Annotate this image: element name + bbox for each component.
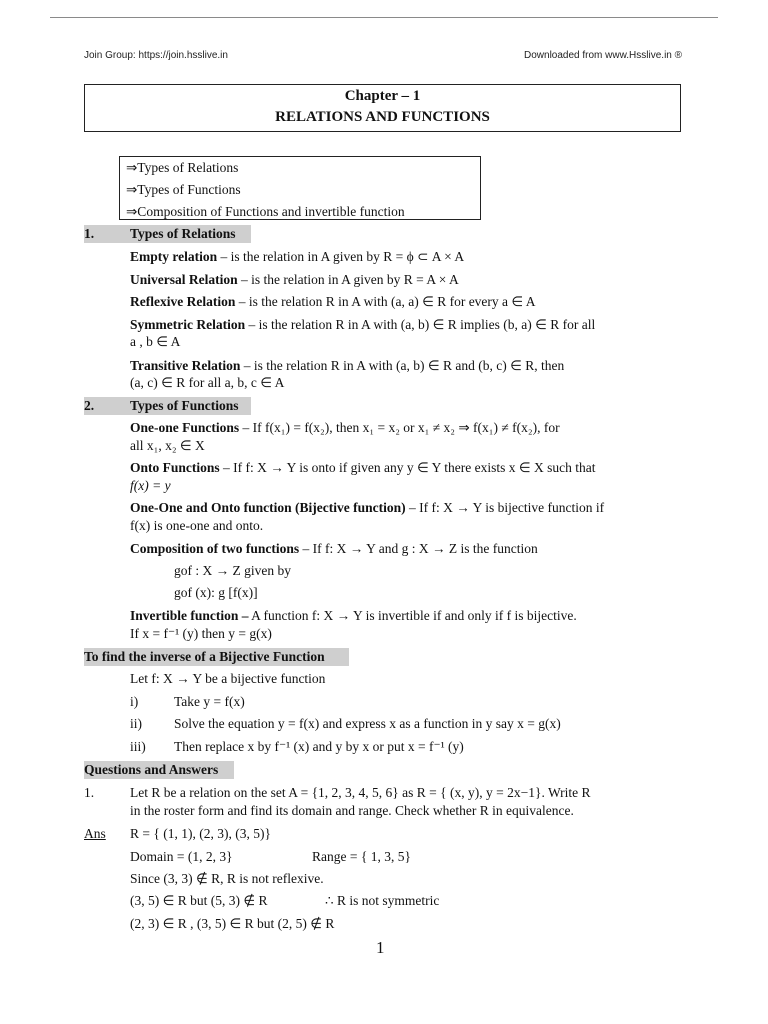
step-text: Take y = f(x) [174,694,245,709]
top-rule [50,17,718,18]
contents-box [119,156,481,220]
chapter-number: Chapter – 1 [344,88,421,104]
one-one-function-definition: One-one Functions – If f(x₁) = f(x₂), then x₁ = x₂ or x₁ ≠ x₂ ⇒ f(x₁) ≠ f(x₂), for [130,420,560,435]
universal-relation-definition: Universal Relation – is the relation in A given by R = A × A [130,272,459,287]
section-title: Types of Relations [130,226,236,241]
invertible-function-continuation: If x = f⁻¹ (y) then y = g(x) [130,626,272,641]
step-text: Solve the equation y = f(x) and express x as a function in y say x = g(x) [174,716,561,731]
onto-function-definition: Onto Functions – If f: X → Y is onto if given any y ∈ Y there exists x ∈ X such that [130,460,596,475]
answer-text: (3, 5) ∈ R but (5, 3) ∉ R [130,893,268,908]
toc-item: ⇒Types of Functions [126,182,241,197]
section-number: 2. [84,398,95,413]
header-downloaded-from: Downloaded from www.Hsslive.in ® [524,50,682,61]
answer-range: Range = { 1, 3, 5} [312,849,411,864]
composition-formula: gof (x): g [f(x)] [174,585,258,600]
question-text: Let R be a relation on the set A = {1, 2, 3, 4, 5, 6} as R = { (x, y), y = 2x−1}. Write R [130,785,591,800]
inverse-heading: To find the inverse of a Bijective Function [84,649,325,664]
step-number: i) [130,694,139,709]
question-number: 1. [84,785,95,800]
answer-text: ∴ R is not symmetric [325,893,440,908]
transitive-relation-definition: Transitive Relation – is the relation R in A with (a, b) ∈ R and (b, c) ∈ R, then [130,358,565,373]
section-title: Types of Functions [130,398,239,413]
invertible-function-definition: Invertible function – A function f: X → Y is invertible if and only if f is bijective. [130,608,577,623]
composition-definition: Composition of two functions – If f: X → Y and g : X → Z is the function [130,541,538,556]
step-text: Then replace x by f⁻¹ (x) and y by x or put x = f⁻¹ (y) [174,739,464,754]
section-number: 1. [84,226,95,241]
answer-domain: Domain = (1, 2, 3} [130,849,233,864]
symmetric-relation-continuation: a , b ∈ A [130,334,181,349]
composition-formula: gof : X → Z given by [174,563,291,578]
header-join-group: Join Group: https://join.hsslive.in [84,50,228,61]
chapter-title-box [84,84,681,132]
onto-function-continuation: f(x) = y [130,478,171,493]
answer-text: Since (3, 3) ∉ R, R is not reflexive. [130,871,324,886]
bijective-function-continuation: f(x) is one-one and onto. [130,518,264,533]
answer-label: Ans [84,826,106,841]
reflexive-relation-definition: Reflexive Relation – is the relation R in A with (a, a) ∈ R for every a ∈ A [130,294,536,309]
step-number: iii) [130,739,146,754]
one-one-function-continuation: all x₁, x₂ ∈ X [130,438,205,453]
answer-text: (2, 3) ∈ R , (3, 5) ∈ R but (2, 5) ∉ R [130,916,335,931]
toc-item: ⇒Composition of Functions and invertible function [126,204,405,219]
answer-text: R = { (1, 1), (2, 3), (3, 5)} [130,826,271,841]
transitive-relation-continuation: (a, c) ∈ R for all a, b, c ∈ A [130,375,285,390]
inverse-intro: Let f: X → Y be a bijective function [130,671,326,686]
chapter-name: RELATIONS AND FUNCTIONS [275,109,490,125]
qa-heading: Questions and Answers [84,762,219,777]
question-text: in the roster form and find its domain and range. Check whether R in equivalence. [130,803,574,818]
empty-relation-definition: Empty relation – is the relation in A given by R = ϕ ⊂ A × A [130,249,465,264]
toc-item: ⇒Types of Relations [126,160,239,175]
page-number: 1 [376,938,385,957]
bijective-function-definition: One-One and Onto function (Bijective function) – If f: X → Y is bijective function if [130,500,605,515]
symmetric-relation-definition: Symmetric Relation – is the relation R in A with (a, b) ∈ R implies (b, a) ∈ R for all [130,317,596,332]
step-number: ii) [130,716,142,731]
